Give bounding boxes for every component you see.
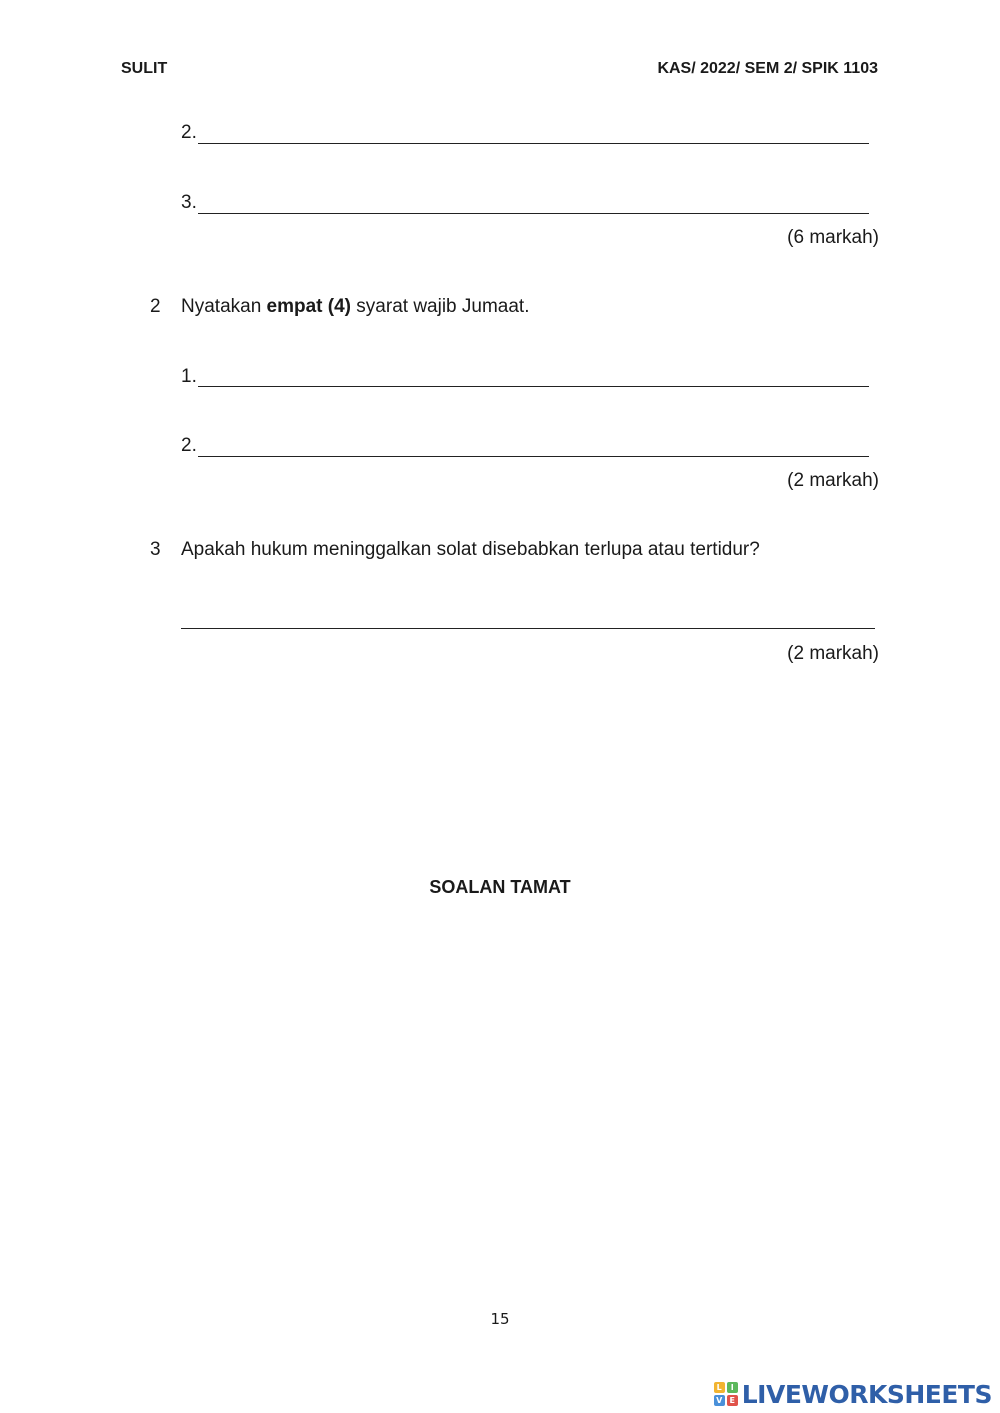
q2-answer-2-line[interactable] (198, 456, 869, 457)
logo-squares-icon (714, 1382, 738, 1406)
q2-answer-1-number: 1. (181, 366, 197, 387)
q2-text-bold: empat (4) (266, 296, 352, 317)
liveworksheets-logo (714, 1376, 992, 1412)
logo-square-l: L (714, 1382, 725, 1393)
header-left: SULIT (121, 60, 168, 77)
logo-square-v: V (714, 1395, 725, 1406)
logo-square-i: I (727, 1382, 738, 1393)
q2-answer-2-number: 2. (181, 435, 197, 456)
q2-text-after: syarat wajib Jumaat. (351, 296, 530, 317)
q1-answer-3-line[interactable] (198, 213, 869, 214)
q2-marks: (2 markah) (787, 470, 879, 491)
header-right: KAS/ 2022/ SEM 2/ SPIK 1103 (657, 60, 878, 77)
logo-square-e: E (727, 1395, 738, 1406)
q3-text: Apakah hukum meninggalkan solat disebabkan terlupa atau tertidur? (181, 539, 760, 560)
q1-answer-3-number: 3. (181, 192, 197, 213)
page-number: 15 (490, 1310, 510, 1328)
q2-text-before: Nyatakan (181, 296, 267, 317)
q2-number: 2 (150, 296, 161, 317)
q2-answer-1-line[interactable] (198, 386, 869, 387)
q2-text (181, 296, 529, 318)
end-title: SOALAN TAMAT (429, 877, 571, 897)
q1-marks: (6 markah) (787, 227, 879, 248)
q3-answer-line[interactable] (181, 628, 875, 629)
logo-text: LIVEWORKSHEETS (741, 1379, 992, 1409)
q1-answer-2-line[interactable] (198, 143, 869, 144)
q3-marks: (2 markah) (787, 643, 879, 664)
q1-answer-2-number: 2. (181, 122, 197, 143)
q3-number: 3 (150, 539, 161, 560)
